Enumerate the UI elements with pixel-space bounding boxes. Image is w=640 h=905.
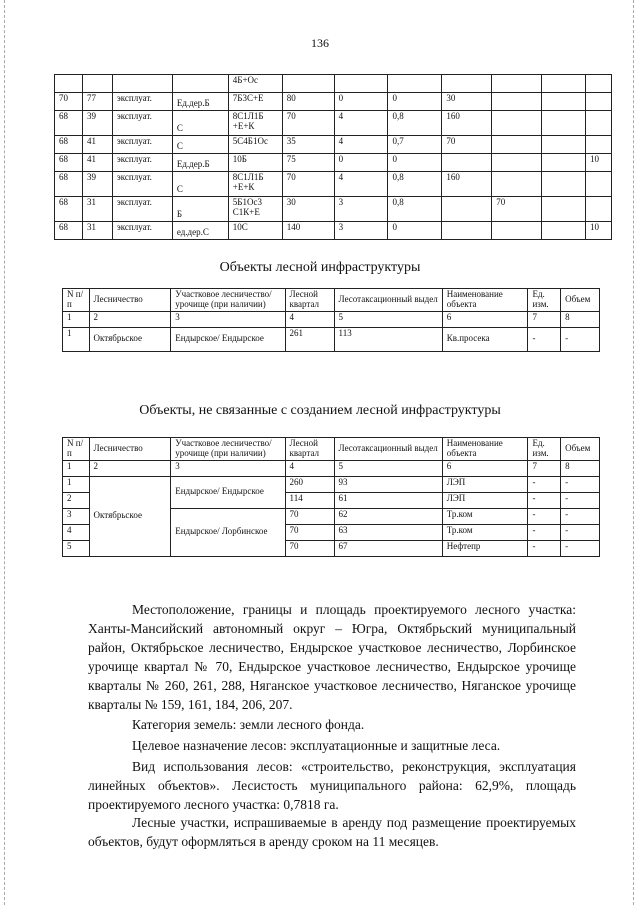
cell: С bbox=[172, 136, 228, 154]
cell bbox=[442, 154, 492, 172]
cell: 5 bbox=[63, 540, 90, 556]
paragraph-location: Местоположение, границы и площадь проектируемого лесного участка: Ханты-Мансийский автономный округ – Югра, Октябрьский муниципальный район, Октябрьское лесничество, Ендырское участковое лесничество, Лорбинское урочище квартал № 70, Ендырское участковое лесничество, Ендырское урочище кварталы № 260, 261, 288, Няганское участковое лесничество, Няганское урочище кварталы № 159, 161, 184, 206, 207. bbox=[88, 602, 576, 712]
cell: 4 bbox=[285, 311, 334, 327]
table-row bbox=[55, 197, 612, 222]
cell: 1 bbox=[63, 327, 90, 351]
cell: 70 bbox=[442, 136, 492, 154]
cell bbox=[55, 75, 83, 93]
cell bbox=[585, 93, 611, 111]
table-row bbox=[55, 154, 612, 172]
cell: Ед.дер.Б bbox=[172, 93, 228, 111]
col-header: Ед. изм. bbox=[528, 289, 561, 312]
cell: 0 bbox=[388, 93, 442, 111]
table-header-row bbox=[63, 289, 600, 312]
cell: - bbox=[561, 327, 600, 351]
cell: 30 bbox=[442, 93, 492, 111]
cell: Октябрьское bbox=[89, 327, 171, 351]
cell: 6 bbox=[442, 460, 528, 476]
cell: 0 bbox=[388, 222, 442, 240]
cell bbox=[542, 154, 586, 172]
cell: 8С1Л1Б +Е+К bbox=[228, 111, 282, 136]
col-header: Участковое лесничество/урочище (при наличии) bbox=[171, 289, 285, 312]
table-row bbox=[55, 75, 612, 93]
cell: эксплуат. bbox=[112, 197, 172, 222]
cell: 0,8 bbox=[388, 172, 442, 197]
cell: эксплуат. bbox=[112, 172, 172, 197]
cell bbox=[492, 75, 542, 93]
cell: - bbox=[561, 524, 600, 540]
cell: 7 bbox=[528, 311, 561, 327]
cell: 4 bbox=[334, 136, 388, 154]
cell: 62 bbox=[334, 508, 442, 524]
cell: 77 bbox=[82, 93, 112, 111]
cell bbox=[585, 75, 611, 93]
non-infrastructure-table bbox=[62, 437, 600, 557]
cell: 3 bbox=[334, 222, 388, 240]
cell bbox=[334, 75, 388, 93]
cell: ЛЭП bbox=[442, 476, 528, 492]
cell: 61 bbox=[334, 492, 442, 508]
col-header: N п/п bbox=[63, 289, 90, 312]
cell: С bbox=[172, 111, 228, 136]
cell: Нефтепр bbox=[442, 540, 528, 556]
cell: Октябрьское bbox=[89, 476, 171, 556]
table-row bbox=[63, 327, 600, 351]
cell: 3 bbox=[63, 508, 90, 524]
cell: 113 bbox=[334, 327, 442, 351]
cell: 0,8 bbox=[388, 111, 442, 136]
table-row bbox=[55, 136, 612, 154]
cell: 93 bbox=[334, 476, 442, 492]
col-header: Участковое лесничество/урочище (при наличии) bbox=[171, 438, 285, 461]
cell: 41 bbox=[82, 136, 112, 154]
cell: 5 bbox=[334, 460, 442, 476]
cell: 260 bbox=[285, 476, 334, 492]
cell: Б bbox=[172, 197, 228, 222]
cell bbox=[585, 197, 611, 222]
cell: 0 bbox=[334, 154, 388, 172]
section2-title: Объекты, не связанные с созданием лесной инфраструктуры bbox=[139, 403, 501, 418]
col-header: N п/п bbox=[63, 438, 90, 461]
cell: Тр.ком bbox=[442, 508, 528, 524]
cell bbox=[282, 75, 334, 93]
cell: эксплуат. bbox=[112, 136, 172, 154]
cell: 140 bbox=[282, 222, 334, 240]
cell: Кв.просека bbox=[442, 327, 528, 351]
cell: Ендырское/ Лорбинское bbox=[171, 508, 285, 556]
cell: 31 bbox=[82, 197, 112, 222]
cell bbox=[442, 222, 492, 240]
cell bbox=[82, 75, 112, 93]
cell: 7 bbox=[528, 460, 561, 476]
cell: 1 bbox=[63, 476, 90, 492]
cell: - bbox=[528, 327, 561, 351]
cell: Ед.дер.Б bbox=[172, 154, 228, 172]
cell: 31 bbox=[82, 222, 112, 240]
cell: 70 bbox=[285, 524, 334, 540]
cell: 5С4Б1Ос bbox=[228, 136, 282, 154]
cell: 261 bbox=[285, 327, 334, 351]
cell bbox=[492, 154, 542, 172]
cell: 70 bbox=[492, 197, 542, 222]
cell: 80 bbox=[282, 93, 334, 111]
cell bbox=[492, 111, 542, 136]
paragraph-purpose: Целевое назначение лесов: эксплуатационные и защитные леса. bbox=[132, 738, 501, 753]
cell: - bbox=[561, 492, 600, 508]
cell bbox=[542, 172, 586, 197]
cell: 4 bbox=[334, 172, 388, 197]
cell: 8 bbox=[561, 460, 600, 476]
cell: 41 bbox=[82, 154, 112, 172]
cell: - bbox=[528, 524, 561, 540]
cell: 4 bbox=[334, 111, 388, 136]
cell: 1 bbox=[63, 460, 90, 476]
cell: 0,7 bbox=[388, 136, 442, 154]
cell: - bbox=[528, 508, 561, 524]
cell: 4 bbox=[63, 524, 90, 540]
col-header: Лесотаксационный выдел bbox=[334, 438, 442, 461]
cell bbox=[542, 93, 586, 111]
col-header: Лесничество bbox=[89, 289, 171, 312]
cell bbox=[585, 111, 611, 136]
cell: 68 bbox=[55, 111, 83, 136]
cell: 0,8 bbox=[388, 197, 442, 222]
cell: ед.дер.С bbox=[172, 222, 228, 240]
cell: 10 bbox=[585, 154, 611, 172]
cell: 70 bbox=[282, 111, 334, 136]
cell bbox=[585, 136, 611, 154]
cell bbox=[172, 75, 228, 93]
cell: 160 bbox=[442, 111, 492, 136]
cell: 2 bbox=[63, 492, 90, 508]
right-scan-edge bbox=[633, 0, 634, 905]
cell: 75 bbox=[282, 154, 334, 172]
cell: - bbox=[561, 508, 600, 524]
cell: 0 bbox=[388, 154, 442, 172]
cell: 3 bbox=[334, 197, 388, 222]
cell bbox=[112, 75, 172, 93]
cell: 63 bbox=[334, 524, 442, 540]
col-header: Лесной квартал bbox=[285, 289, 334, 312]
cell: 8С1Л1Б +Е+К bbox=[228, 172, 282, 197]
cell: Тр.ком bbox=[442, 524, 528, 540]
col-header: Наименование объекта bbox=[442, 289, 528, 312]
cell: 68 bbox=[55, 172, 83, 197]
cell bbox=[585, 172, 611, 197]
cell: 68 bbox=[55, 136, 83, 154]
cell: Ендырское/ Ендырское bbox=[171, 476, 285, 508]
cell: 3 bbox=[171, 311, 285, 327]
cell: 160 bbox=[442, 172, 492, 197]
cell: 5 bbox=[334, 311, 442, 327]
paragraph-category: Категория земель: земли лесного фонда. bbox=[132, 717, 365, 732]
infrastructure-table bbox=[62, 288, 600, 352]
cell bbox=[542, 197, 586, 222]
col-header: Объем bbox=[561, 438, 600, 461]
section1-title: Объекты лесной инфраструктуры bbox=[219, 260, 421, 275]
cell: 4 bbox=[285, 460, 334, 476]
cell: - bbox=[528, 540, 561, 556]
cell: эксплуат. bbox=[112, 111, 172, 136]
paragraph-lease: Лесные участки, испрашиваемые в аренду под размещение проектируемых объектов, будут оформляться в аренду сроком на 11 месяцев. bbox=[88, 815, 576, 849]
cell: эксплуат. bbox=[112, 93, 172, 111]
cell bbox=[442, 197, 492, 222]
cell: 8 bbox=[561, 311, 600, 327]
left-scan-edge bbox=[4, 0, 5, 905]
col-header: Ед. изм. bbox=[528, 438, 561, 461]
page-number: 136 bbox=[311, 36, 329, 50]
cell: 39 bbox=[82, 172, 112, 197]
cell: - bbox=[561, 540, 600, 556]
cell bbox=[542, 75, 586, 93]
cell: 2 bbox=[89, 460, 171, 476]
col-header: Лесотаксационный выдел bbox=[334, 289, 442, 312]
cell: эксплуат. bbox=[112, 154, 172, 172]
cell: ЛЭП bbox=[442, 492, 528, 508]
cell bbox=[542, 222, 586, 240]
cell: - bbox=[561, 476, 600, 492]
col-header: Наименование объекта bbox=[442, 438, 528, 461]
cell: Ендырское/ Ендырское bbox=[171, 327, 285, 351]
cell: - bbox=[528, 476, 561, 492]
cell: 67 bbox=[334, 540, 442, 556]
cell: 7Б3С+Е bbox=[228, 93, 282, 111]
cell bbox=[492, 136, 542, 154]
paragraph-usage: Вид использования лесов: «строительство, реконструкция, эксплуатация линейных объектов». Лесистость муниципального района: 62,9%, площадь проектируемого лесного участка: 0,7818 га. bbox=[88, 759, 576, 812]
cell: 0 bbox=[334, 93, 388, 111]
table-row bbox=[55, 93, 612, 111]
cell bbox=[388, 75, 442, 93]
cell: 10С bbox=[228, 222, 282, 240]
cell: 70 bbox=[55, 93, 83, 111]
cell: 4Б+Ос bbox=[228, 75, 282, 93]
cell: 10Б bbox=[228, 154, 282, 172]
cell: - bbox=[528, 492, 561, 508]
cell bbox=[492, 172, 542, 197]
cell: 10 bbox=[585, 222, 611, 240]
cell: 30 bbox=[282, 197, 334, 222]
cell bbox=[492, 222, 542, 240]
table-row bbox=[55, 111, 612, 136]
table-row bbox=[55, 222, 612, 240]
cell: 68 bbox=[55, 222, 83, 240]
cell: 70 bbox=[285, 540, 334, 556]
cell: 6 bbox=[442, 311, 528, 327]
table-header-row bbox=[63, 438, 600, 461]
cell: 35 bbox=[282, 136, 334, 154]
table-row bbox=[55, 172, 612, 197]
cell: 2 bbox=[89, 311, 171, 327]
cell bbox=[442, 75, 492, 93]
cell bbox=[542, 111, 586, 136]
cell bbox=[542, 136, 586, 154]
cell: 114 bbox=[285, 492, 334, 508]
table-row bbox=[63, 476, 600, 492]
cell: С bbox=[172, 172, 228, 197]
cell: 70 bbox=[285, 508, 334, 524]
cell: 5Б1Ос3 С1К+Е bbox=[228, 197, 282, 222]
species-table-body bbox=[55, 75, 612, 240]
cell: 68 bbox=[55, 197, 83, 222]
cell: эксплуат. bbox=[112, 222, 172, 240]
cell: 68 bbox=[55, 154, 83, 172]
numbering-row bbox=[63, 311, 600, 327]
numbering-row bbox=[63, 460, 600, 476]
cell: 3 bbox=[171, 460, 285, 476]
species-table bbox=[54, 74, 612, 240]
col-header: Лесничество bbox=[89, 438, 171, 461]
col-header: Лесной квартал bbox=[285, 438, 334, 461]
col-header: Объем bbox=[561, 289, 600, 312]
cell: 70 bbox=[282, 172, 334, 197]
cell: 39 bbox=[82, 111, 112, 136]
cell: 1 bbox=[63, 311, 90, 327]
cell bbox=[492, 93, 542, 111]
